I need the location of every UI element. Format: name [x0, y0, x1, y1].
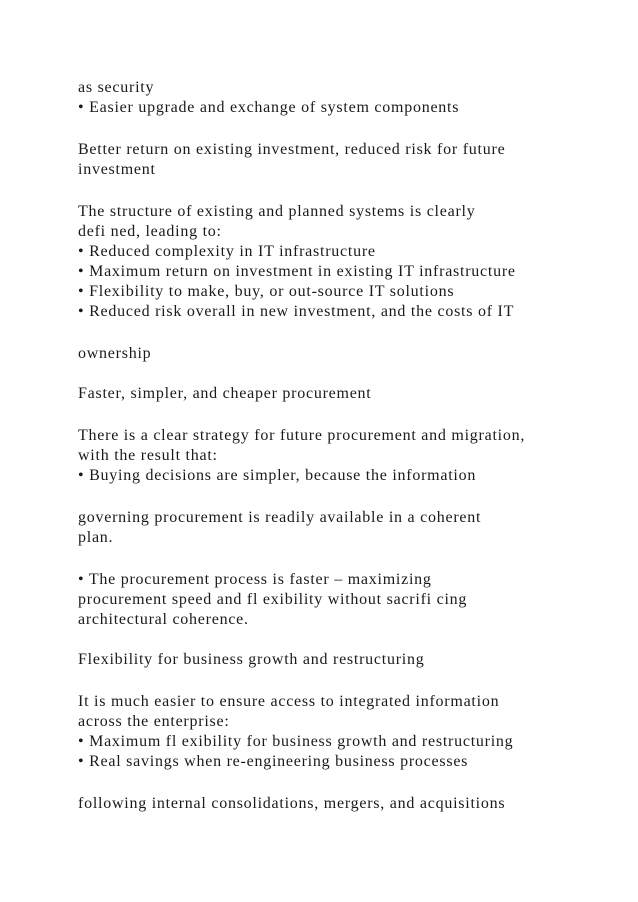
text-line: Faster, simpler, and cheaper procurement	[78, 385, 372, 402]
text-line: There is a clear strategy for future procurement and migration,	[78, 427, 526, 444]
text-line: investment	[78, 161, 156, 178]
text-line: • Real savings when re-engineering business processes	[78, 753, 469, 770]
text-line: plan.	[78, 529, 114, 546]
text-line: • Maximum fl exibility for business growth and restructuring	[78, 733, 514, 750]
text-line: • The procurement process is faster – maximizing	[78, 571, 432, 588]
text-line: • Easier upgrade and exchange of system components	[78, 99, 460, 116]
text-line: • Flexibility to make, buy, or out-source IT solutions	[78, 283, 455, 300]
text-line: across the enterprise:	[78, 713, 230, 730]
text-line: defi ned, leading to:	[78, 223, 222, 240]
text-line: Flexibility for business growth and restructuring	[78, 651, 425, 668]
text-line: The structure of existing and planned systems is clearly	[78, 203, 476, 220]
text-line: following internal consolidations, mergers, and acquisitions	[78, 795, 506, 812]
text-line: governing procurement is readily available in a coherent	[78, 509, 482, 526]
text-line: ownership	[78, 345, 152, 362]
text-line: Better return on existing investment, reduced risk for future	[78, 141, 506, 158]
text-line: architectural coherence.	[78, 611, 249, 628]
text-line: • Reduced complexity in IT infrastructure	[78, 243, 376, 260]
text-line: It is much easier to ensure access to integrated information	[78, 693, 500, 710]
text-line: • Buying decisions are simpler, because the information	[78, 467, 477, 484]
text-line: as security	[78, 79, 155, 96]
text-line: • Maximum return on investment in existing IT infrastructure	[78, 263, 516, 280]
text-line: procurement speed and fl exibility without sacrifi cing	[78, 591, 468, 608]
text-line: with the result that:	[78, 447, 218, 464]
text-line: • Reduced risk overall in new investment, and the costs of IT	[78, 303, 515, 320]
